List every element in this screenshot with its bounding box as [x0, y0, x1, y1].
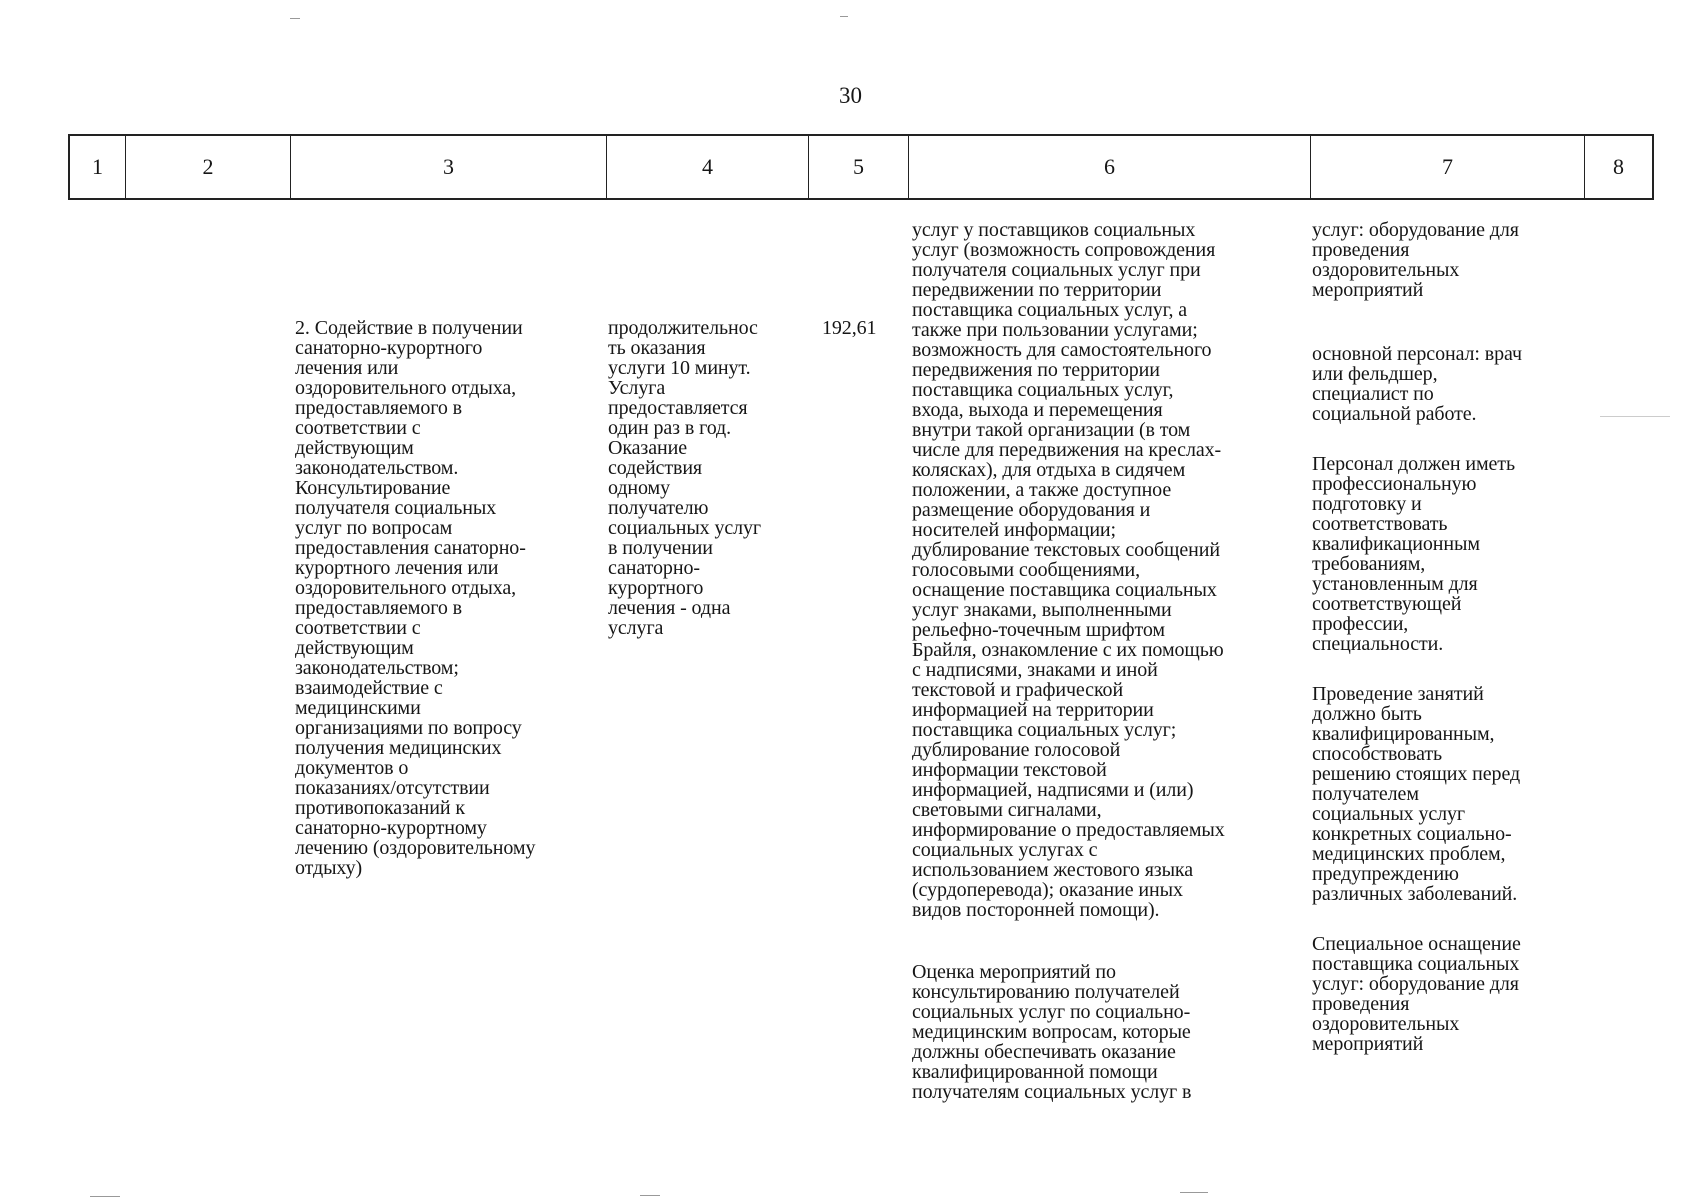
service-duration: продолжительнос ть оказания услуги 10 минут. Услуга предоставляется один раз в год. Оказание содействия одному получателю социальных услуг в получении санаторно- курортного лечения - одна услуга [608, 317, 762, 639]
header-col-3: 3 [291, 136, 607, 198]
page-number: 30 [839, 83, 862, 108]
service-description: 2. Содействие в получении санаторно-курортного лечения или оздоровительного отдыха, предоставляемого в соответствии с действующим законодательством. Консультирование получателя социальных услуг по вопросам предоставления санаторно- курортного лечения или оздоровительного отдыха, предоставляемого в соответствии с действующим законодательством; взаимодействие с медицинскими организациями по вопросу получения медицинских документов о показаниях/отсутствии противопоказаний к санаторно-курортному лечению (оздоровительному отдыху) [295, 317, 536, 879]
header-col-7: 7 [1311, 136, 1585, 198]
service-tariff: 192,61 [822, 317, 877, 339]
service-conditions-para-4: Проведение занятий должно быть квалифицированным, способствовать решению стоящих перед получателем социальных услуг конкретных социально- медицинских проблем, предупреждению различных заболеваний. [1312, 683, 1521, 905]
scan-speck [290, 18, 300, 19]
scan-speck [840, 16, 848, 17]
table-header-row [68, 134, 1654, 200]
header-col-8: 8 [1613, 154, 1624, 179]
service-conditions-para-1: услуг: оборудование для проведения оздоровительных мероприятий [1312, 219, 1519, 301]
scan-speck [1180, 1192, 1208, 1193]
quality-indicators-para-1: услуг у поставщиков социальных услуг (возможность сопровождения получателя социальных услуг при передвижении по территории поставщика социальных услуг, а также при пользовании услугами; возможность для самостоятельного передвижения по территории поставщика социальных услуг, входа, выхода и перемещения внутри такой организации (в том числе для передвижения на креслах- колясках), для отдыха в сидячем положении, а также доступное размещение оборудования и носителей информации; дублирование текстовых сообщений голосовыми сообщениями, оснащение поставщика социальных услуг знаками, выполненными рельефно-точечным шрифтом Брайля, ознакомление с их помощью с надписями, знаками и иной текстовой и графической информацией на территории поставщика социальных услуг; дублирование голосовой информации текстовой информацией, надписями и (или) световыми сигналами, информирование о предоставляемых социальных услугах с использованием жестового языка (сурдоперевода); оказание иных видов посторонней помощи). [912, 219, 1225, 921]
quality-indicators-para-2: Оценка мероприятий по консультированию получателей социальных услуг по социально- медицинским вопросам, которые должны обеспечивать оказание квалифицированной помощи получателям социальных услуг в [912, 961, 1192, 1103]
scan-speck [640, 1195, 660, 1196]
quality-indicators [912, 200, 1312, 1122]
service-conditions-para-5: Специальное оснащение поставщика социальных услуг: оборудование для проведения оздоровительных мероприятий [1312, 933, 1521, 1055]
service-conditions [1312, 200, 1582, 1084]
header-col-2: 2 [126, 136, 291, 198]
header-col-4: 4 [607, 136, 809, 198]
service-conditions-para-2: основной персонал: врач или фельдшер, специалист по социальной работе. [1312, 343, 1522, 425]
scan-speck [1600, 416, 1670, 417]
header-col-6: 6 [909, 136, 1311, 198]
header-col-5: 5 [809, 136, 909, 198]
header-col-1: 1 [70, 136, 126, 198]
scan-speck [90, 1196, 120, 1197]
service-conditions-para-3: Персонал должен иметь профессиональную подготовку и соответствовать квалификационным требованиям, установленным для соответствующей профессии, специальности. [1312, 453, 1515, 655]
